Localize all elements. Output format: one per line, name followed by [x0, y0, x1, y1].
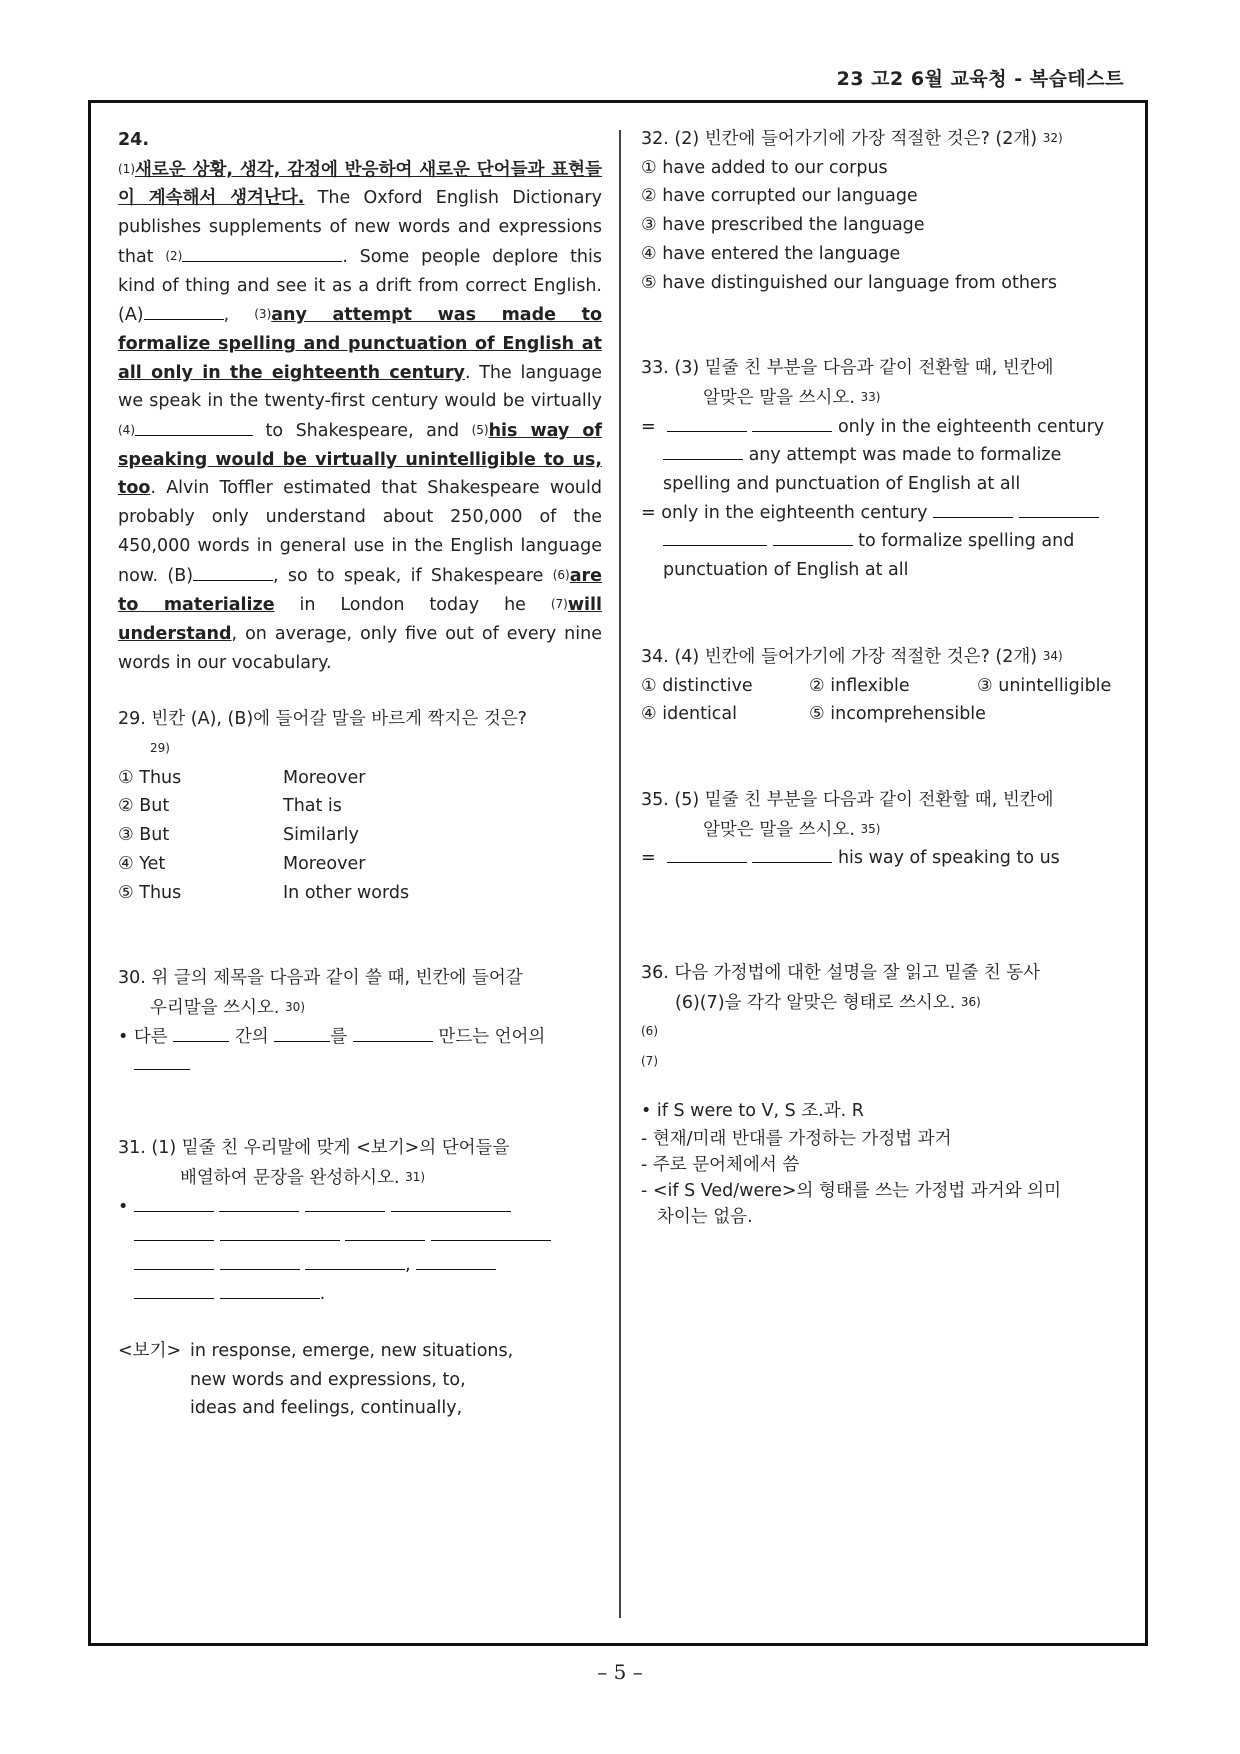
q33-blank[interactable]	[1019, 499, 1099, 518]
q31-title: 31. (1) 밑줄 친 우리말에 맞게 <보기>의 단어들을	[118, 1138, 510, 1159]
q29-title-text: 29. 빈칸 (A), (B)에 들어갈 말을 바르게 짝지은 것은?	[118, 709, 527, 730]
passage-text-3: ,	[223, 305, 255, 326]
box-label: <보기>	[118, 1340, 182, 1361]
q32-title	[641, 124, 1126, 154]
q29-option[interactable]	[118, 792, 602, 821]
column-divider	[619, 130, 621, 1618]
q36-note: - <if S Ved/were>의 형태를 쓰는 가정법 과거와 의미	[641, 1180, 1061, 1201]
q31-title2: 배열하여 문장을 완성하시오.	[180, 1168, 400, 1189]
passage-text-8: in London today he	[274, 595, 551, 616]
q30-word-3: 를	[330, 1026, 348, 1047]
blank-a[interactable]	[144, 301, 224, 320]
passage-text-7: , so to speak, if Shakespeare	[273, 565, 553, 586]
q33-blank[interactable]	[663, 441, 743, 460]
passage-text-9: , on average, only five out of every nine words in our vocabulary.	[118, 623, 602, 673]
q31-answer-lines	[118, 1193, 602, 1309]
underlined-verb-6: are to materialize	[118, 565, 603, 616]
underlined-sentence-3: any attempt was made to formalize spelling and punctuation of English at all only in the eighteenth century	[118, 305, 602, 383]
q32-option[interactable]: ③ have prescribed the language	[641, 215, 925, 236]
box-word-list	[190, 1337, 513, 1423]
bullet: •	[118, 1196, 129, 1217]
box-words-1: in response, emerge, new situations,	[190, 1340, 514, 1361]
q32-option[interactable]: ② have corrupted our language	[641, 186, 918, 207]
underlined-sentence-1: 새로운 상황, 생각, 감정에 반응하여 새로운 단어들과 표현들이 계속해서 생겨난다.	[118, 159, 602, 209]
q31-blank[interactable]	[220, 1280, 320, 1299]
q33-text-4: only in the eighteenth century	[661, 502, 928, 523]
q31-blank[interactable]	[134, 1280, 214, 1299]
q36-title2: (6)(7)을 각각 알맞은 형태로 쓰시오.	[675, 992, 956, 1013]
q34-option[interactable]: ④ identical	[641, 704, 738, 725]
q30-blank-1[interactable]	[173, 1023, 229, 1042]
marker-1: (1)	[118, 161, 135, 176]
q30-blank-4[interactable]	[134, 1051, 190, 1070]
q30-word-1: 다른	[133, 1026, 168, 1047]
equals: =	[641, 416, 656, 437]
q35-text: his way of speaking to us	[837, 848, 1060, 869]
passage-text-1: The Oxford English Dictionary publishes supplements of new words and expressions that	[118, 188, 602, 267]
q30-ref: 30)	[285, 999, 305, 1014]
q30-answer-line	[118, 1023, 602, 1052]
marker-7: (7)	[641, 1054, 658, 1069]
q35-line	[641, 844, 1126, 873]
equals: =	[641, 848, 656, 869]
q29-ref-text: 29)	[150, 741, 170, 756]
q31-ref: 31)	[405, 1170, 426, 1185]
q30-word-2: 간의	[234, 1026, 269, 1047]
q31-blank[interactable]	[305, 1251, 405, 1270]
q30-blank-2[interactable]	[274, 1023, 330, 1042]
q33-line-5	[641, 527, 1126, 556]
q29-option[interactable]	[118, 821, 602, 850]
q34-title	[641, 642, 1126, 672]
q29-option[interactable]	[118, 850, 602, 879]
q31-blank[interactable]	[220, 1222, 340, 1241]
q29-opt-4-a: ④ Yet	[118, 853, 166, 874]
q36-title-line2	[641, 988, 1126, 1018]
q33-text-6: punctuation of English at all	[663, 560, 909, 581]
q31-blank[interactable]	[345, 1222, 425, 1241]
marker-6: (6)	[552, 567, 570, 582]
q31-blank[interactable]	[416, 1251, 496, 1270]
q36-note: - 주로 문어체에서 씀	[641, 1154, 800, 1175]
q34-options-row-1	[641, 672, 1126, 701]
q34-ref: 34)	[1042, 648, 1063, 663]
q32-title-text: 32. (2) 빈칸에 들어가기에 가장 적절한 것은? (2개)	[641, 129, 1038, 149]
marker-3: (3)	[254, 307, 272, 322]
q33-text-2: any attempt was made to formalize	[748, 445, 1062, 466]
q31-blank[interactable]	[305, 1193, 385, 1212]
q33-blank[interactable]	[752, 413, 832, 432]
q33-text-3: spelling and punctuation of English at all	[663, 474, 1021, 495]
underlined-sentence-5: his way of speaking would be virtually unintelligible to us, too	[118, 421, 602, 499]
q36-note: 차이는 없음.	[657, 1206, 753, 1227]
q35-title-line2	[641, 815, 1126, 845]
q31-blank[interactable]	[219, 1193, 299, 1212]
q33-title2: 알맞은 말을 쓰시오.	[703, 387, 855, 408]
blank-4[interactable]	[135, 417, 253, 436]
q30-blank-3[interactable]	[353, 1023, 433, 1042]
q30-title2: 우리말을 쓰시오.	[150, 997, 280, 1018]
q32-ref: 32)	[1042, 131, 1063, 145]
passage-number: 24.	[118, 130, 150, 150]
q29-opt-1-a: ① Thus	[118, 767, 182, 788]
q35-blank[interactable]	[667, 844, 747, 863]
marker-2: (2)	[165, 248, 183, 263]
q34-options-row-2	[641, 700, 1126, 729]
q36-answer-7[interactable]	[641, 1047, 1126, 1077]
bullet: •	[118, 1026, 129, 1047]
q33-title: 33. (3) 밑줄 친 부분을 다음과 같이 전환할 때, 빈칸에	[641, 358, 1054, 379]
box-words-2: new words and expressions, to,	[190, 1369, 466, 1390]
marker-7: (7)	[550, 597, 568, 612]
q33-title-line2	[641, 383, 1126, 413]
q31-blank[interactable]	[134, 1222, 214, 1241]
q36-answer-6[interactable]	[641, 1017, 1126, 1047]
q36-title: 36. 다음 가정법에 대한 설명을 잘 읽고 밑줄 친 동사	[641, 963, 1041, 984]
q29-option[interactable]	[118, 879, 602, 908]
q32-option[interactable]: ④ have entered the language	[641, 243, 901, 264]
page-header: 23 고2 6월 교육청 - 복습테스트	[836, 68, 1124, 90]
q29-opt-3-b: Similarly	[283, 825, 359, 846]
underlined-verb-7: will understand	[118, 595, 603, 644]
box-words-3: ideas and feelings, continually,	[190, 1398, 463, 1419]
q33-blank[interactable]	[933, 499, 1013, 518]
page-number: – 5 –	[597, 1660, 643, 1684]
q33-blank[interactable]	[667, 413, 747, 432]
q31-blank[interactable]	[134, 1251, 214, 1270]
q29-opt-5-a: ⑤ Thus	[118, 882, 182, 903]
label-b: (B)	[167, 565, 194, 586]
q29-title	[118, 705, 602, 734]
right-column	[641, 124, 1126, 1230]
q29-options	[118, 764, 602, 908]
left-column	[118, 126, 602, 1423]
q34-option[interactable]: ⑤ incomprehensible	[809, 704, 986, 725]
q30-title: 30. 위 글의 제목을 다음과 같이 쓸 때, 빈칸에 들어갈	[118, 968, 523, 989]
comma: ,	[405, 1254, 411, 1275]
q35-blank[interactable]	[752, 844, 832, 863]
q29-opt-2-a: ② But	[118, 796, 170, 817]
q33-ref: 33)	[860, 389, 881, 404]
q34-title-text: 34. (4) 빈칸에 들어가기에 가장 적절한 것은? (2개)	[641, 646, 1038, 667]
q29-ref	[118, 734, 602, 764]
blank-b[interactable]	[193, 562, 273, 581]
q29-opt-2-b: That is	[283, 796, 342, 817]
q34-option[interactable]: ③ unintelligible	[977, 675, 1112, 696]
passage-text-4: . The language we speak in the twenty-first century would be virtually	[118, 362, 602, 412]
passage-text-6: . Alvin Toffler estimated that Shakespeare would probably only understand about 250,000 of the 450,000 words in general use in the English language now.	[118, 478, 602, 586]
passage-text	[118, 155, 602, 678]
marker-6: (6)	[641, 1024, 658, 1039]
q29-opt-4-b: Moreover	[283, 853, 366, 874]
q33-line-2	[641, 441, 1126, 470]
q29-option[interactable]	[118, 764, 602, 793]
q31-title-line2	[118, 1163, 602, 1193]
q36-note: - 현재/미래 반대를 가정하는 가정법 과거	[641, 1128, 952, 1149]
q35-title2: 알맞은 말을 쓰시오.	[703, 819, 855, 840]
marker-5: (5)	[471, 423, 489, 438]
q33-line-4	[641, 499, 1126, 528]
q34-option[interactable]: ② inflexible	[809, 675, 910, 696]
q29-opt-3-a: ③ But	[118, 825, 170, 846]
q33-blank[interactable]	[663, 527, 767, 546]
blank-2[interactable]	[182, 243, 342, 262]
label-a: (A)	[118, 305, 144, 326]
q36-note: • if S were to V, S 조.과. R	[641, 1100, 864, 1121]
q33-text-5: to formalize spelling and	[858, 531, 1075, 552]
passage-text-2: . Some people deplore this kind of thing and see it as a drift from correct English.	[118, 246, 603, 296]
q31-blank[interactable]	[220, 1251, 300, 1270]
q35-ref: 35)	[860, 821, 881, 836]
q29-opt-1-b: Moreover	[283, 767, 366, 788]
q33-line-1	[641, 413, 1126, 442]
q31-blank[interactable]	[134, 1193, 214, 1212]
equals: =	[641, 502, 656, 523]
q36-ref: 36)	[960, 994, 981, 1009]
q34-option[interactable]: ① distinctive	[641, 675, 753, 696]
q30-word-4: 만드는 언어의	[438, 1026, 546, 1047]
q32-option[interactable]: ⑤ have distinguished our language from others	[641, 272, 1057, 293]
q31-blank[interactable]	[391, 1193, 511, 1212]
q29-opt-5-b: In other words	[283, 882, 410, 903]
q30-title-line2	[118, 993, 602, 1023]
q32-option[interactable]: ① have added to our corpus	[641, 157, 888, 178]
q31-blank[interactable]	[431, 1222, 551, 1241]
period: .	[319, 1283, 326, 1304]
q35-title: 35. (5) 밑줄 친 부분을 다음과 같이 전환할 때, 빈칸에	[641, 789, 1054, 810]
q31-box	[118, 1337, 602, 1423]
marker-4: (4)	[118, 423, 135, 438]
q33-blank[interactable]	[773, 527, 853, 546]
passage-text-5: to Shakespeare, and	[253, 421, 472, 442]
q33-text-1: only in the eighteenth century	[837, 416, 1105, 437]
